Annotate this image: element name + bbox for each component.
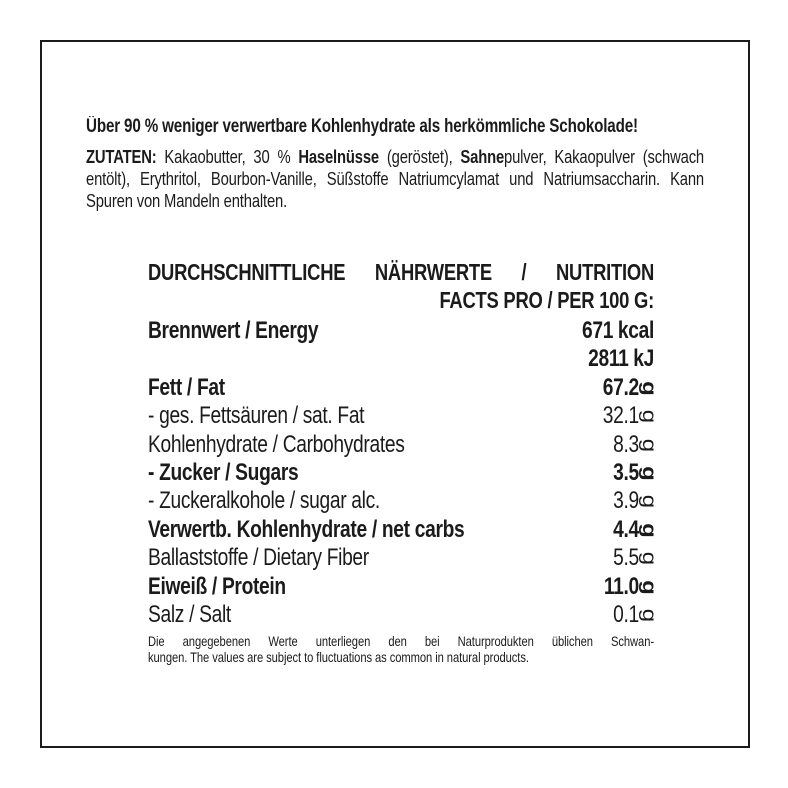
nutrient-label: - Zucker / Sugars bbox=[148, 459, 299, 487]
ingredients-segment: (geröstet), bbox=[378, 146, 461, 167]
ingredients-segment-bold: Haselnüsse bbox=[298, 146, 379, 167]
value-number: 2811 bbox=[588, 345, 629, 373]
nutrient-value bbox=[582, 317, 654, 345]
nutrition-row-salt bbox=[148, 601, 660, 629]
disclaimer-line2: kungen. The values are subject to fluctuations as common in natural products. bbox=[148, 649, 529, 666]
value-number: 11.0 bbox=[603, 572, 639, 600]
unit-gram-rotated: g bbox=[637, 466, 660, 481]
nutrition-row-sugars bbox=[148, 459, 660, 487]
nutrition-row-protein bbox=[148, 572, 660, 601]
nutrient-value bbox=[613, 601, 660, 629]
nutrition-row-energy-kcal bbox=[148, 317, 654, 345]
unit-gram-rotated: g bbox=[637, 522, 660, 538]
nutrient-label: Kohlenhydrate / Carbohydrates bbox=[148, 430, 405, 458]
unit-kcal: kcal bbox=[617, 317, 654, 344]
value-number: 32.1 bbox=[602, 402, 639, 430]
nutrient-label: - ges. Fettsäuren / sat. Fat bbox=[148, 402, 365, 430]
nutrient-value bbox=[613, 430, 660, 459]
unit-gram-rotated: g bbox=[637, 579, 660, 594]
nutrient-label: Verwertb. Kohlenhydrate / net carbs bbox=[148, 515, 465, 543]
ingredients-segment: pulver, Kakaopulver (schwach entölt), Erythritol, Bourbon-Vanille, Süßstoffe Natriumcylamat und Natriumsaccharin. Kann Spuren von Mandeln enthalten. bbox=[86, 146, 704, 211]
disclaimer bbox=[148, 634, 654, 666]
ingredients-heading: ZUTATEN: bbox=[86, 146, 157, 167]
nutrition-title-line2: FACTS PRO / PER 100 G: bbox=[439, 287, 654, 313]
nutrition-row-sugar-alcohols bbox=[148, 487, 660, 515]
nutrient-value bbox=[613, 487, 660, 515]
nutrient-label: - Zuckeralkohole / sugar alc. bbox=[148, 487, 380, 515]
disclaimer-line1: Die angegebenen Werte unterliegen den bei Naturprodukten üblichen Schwan- bbox=[148, 633, 654, 650]
nutrition-row-dietary-fiber bbox=[148, 544, 660, 572]
value-number: 67.2 bbox=[602, 373, 639, 401]
nutrition-row-energy-kj bbox=[148, 345, 654, 373]
nutrient-value bbox=[613, 459, 660, 487]
value-number: 4.4 bbox=[613, 515, 639, 543]
nutrition-facts-table bbox=[148, 258, 660, 666]
value-number: 3.5 bbox=[613, 459, 639, 487]
unit-kj: kJ bbox=[633, 345, 654, 373]
unit-gram-rotated: g bbox=[637, 438, 660, 452]
nutrition-inner bbox=[148, 258, 660, 666]
nutrition-rows bbox=[148, 317, 660, 629]
nutrient-label: Eiweiß / Protein bbox=[148, 572, 286, 600]
ingredients-segment: Kakaobutter, 30 % bbox=[156, 146, 299, 167]
nutrient-value bbox=[602, 402, 660, 430]
nutrient-value bbox=[613, 515, 660, 544]
nutrient-value bbox=[603, 572, 660, 601]
unit-gram-rotated: g bbox=[637, 551, 660, 565]
nutrition-row-saturated-fat bbox=[148, 402, 660, 430]
value-number: 8.3 bbox=[613, 430, 639, 458]
nutrient-value bbox=[602, 373, 660, 402]
value-number: 5.5 bbox=[613, 544, 639, 572]
unit-gram-rotated: g bbox=[637, 608, 660, 622]
nutrition-row-carbohydrates bbox=[148, 430, 660, 459]
nutrition-row-net-carbs bbox=[148, 515, 660, 544]
nutrient-label: Salz / Salt bbox=[148, 601, 231, 629]
nutrition-title-line1: DURCHSCHNITTLICHE NÄHRWERTE / NUTRITION bbox=[148, 259, 654, 285]
unit-gram-rotated: g bbox=[637, 495, 660, 509]
value-number: 671 bbox=[582, 317, 614, 344]
claim-text: Über 90 % weniger verwertbare Kohlenhydrate als herkömmliche Schokolade! bbox=[86, 116, 638, 137]
unit-gram-rotated: g bbox=[637, 380, 660, 396]
unit-gram-rotated: g bbox=[637, 409, 660, 423]
ingredients-segment-bold: Sahne bbox=[460, 146, 505, 167]
nutrient-value bbox=[588, 345, 654, 373]
ingredients-paragraph bbox=[86, 146, 704, 212]
nutrient-label: Ballaststoffe / Dietary Fiber bbox=[148, 544, 369, 572]
value-number: 3.9 bbox=[613, 487, 639, 515]
label-top-block bbox=[86, 114, 704, 212]
label-frame bbox=[40, 40, 750, 748]
nutrient-label: Brennwert / Energy bbox=[148, 317, 319, 344]
nutrient-value bbox=[613, 544, 660, 572]
value-number: 0.1 bbox=[613, 601, 639, 629]
nutrition-row-fat bbox=[148, 373, 660, 402]
nutrient-label: Fett / Fat bbox=[148, 373, 225, 401]
